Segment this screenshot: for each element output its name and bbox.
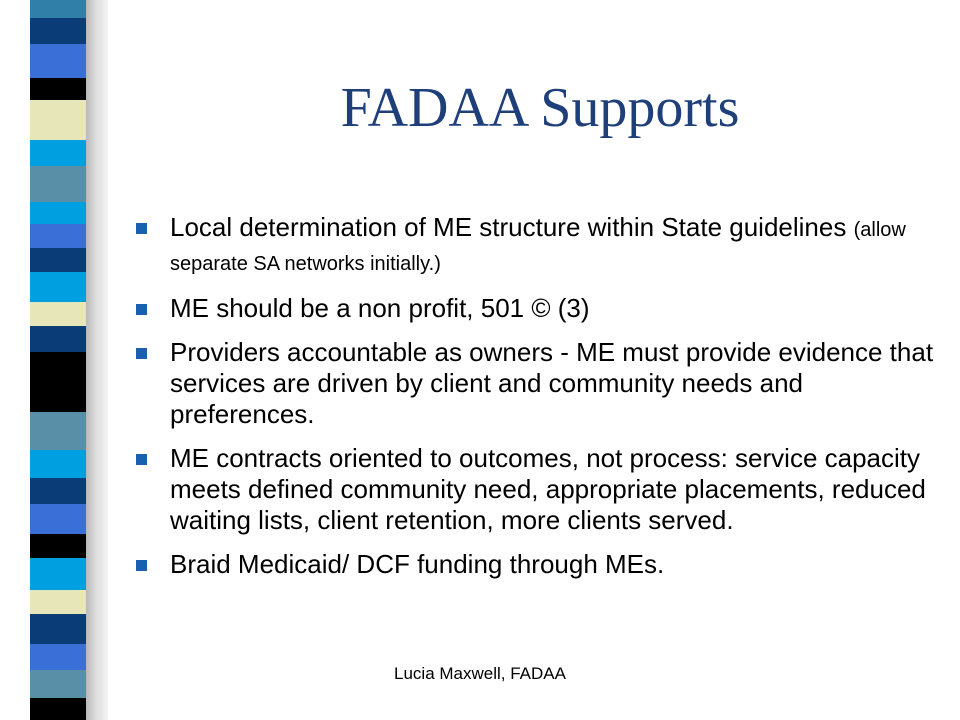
stripe-segment [30,166,86,202]
stripe-segment [30,140,86,166]
stripe-segment [30,450,86,478]
stripe-segment [30,326,86,352]
bullet-text: Providers accountable as owners - ME must provide evidence that services are driven by client and community needs and preferences. [170,337,934,429]
bullet-text: ME should be a non profit, 501 © (3) [170,293,590,323]
stripe-segment [30,302,86,326]
stripe-segment [30,534,86,558]
left-margin [0,0,30,720]
square-bullet-icon [136,348,147,359]
bullet-note: (allow separate SA networks initially.) [170,219,906,275]
square-bullet-icon [136,223,147,234]
stripe-segment [30,78,86,100]
stripe-segment [30,202,86,224]
stripe-segment [30,558,86,590]
bullet-item [136,293,936,324]
stripe-segment [30,590,86,614]
bullet-item [136,549,936,580]
decorative-stripe [30,0,86,720]
square-bullet-icon [136,454,147,465]
stripe-segment [30,248,86,272]
bullet-item [136,337,936,430]
square-bullet-icon [136,304,147,315]
stripe-segment [30,100,86,140]
stripe-segment [30,352,86,412]
stripe-segment [30,0,86,18]
stripe-segment [30,504,86,534]
bullet-item [136,443,936,536]
slide-title: FADAA Supports [340,77,740,139]
bullet-text: Braid Medicaid/ DCF funding through MEs. [170,549,665,579]
stripe-segment [30,698,86,720]
stripe-segment [30,412,86,450]
bullet-text: ME contracts oriented to outcomes, not process: service capacity meets defined community need, appropriate placements, reduced waiting lists, client retention, more clients served. [170,443,926,535]
stripe-segment [30,478,86,504]
stripe-segment [30,44,86,78]
stripe-segment [30,614,86,644]
stripe-segment [30,224,86,248]
slide-footer: Lucia Maxwell, FADAA [394,664,566,683]
stripe-segment [30,18,86,44]
stripe-shadow [86,0,108,720]
bullet-list [136,212,936,593]
bullet-item [136,212,936,280]
stripe-segment [30,272,86,302]
bullet-text: Local determination of ME structure within State guidelines [170,212,847,242]
square-bullet-icon [136,560,147,571]
